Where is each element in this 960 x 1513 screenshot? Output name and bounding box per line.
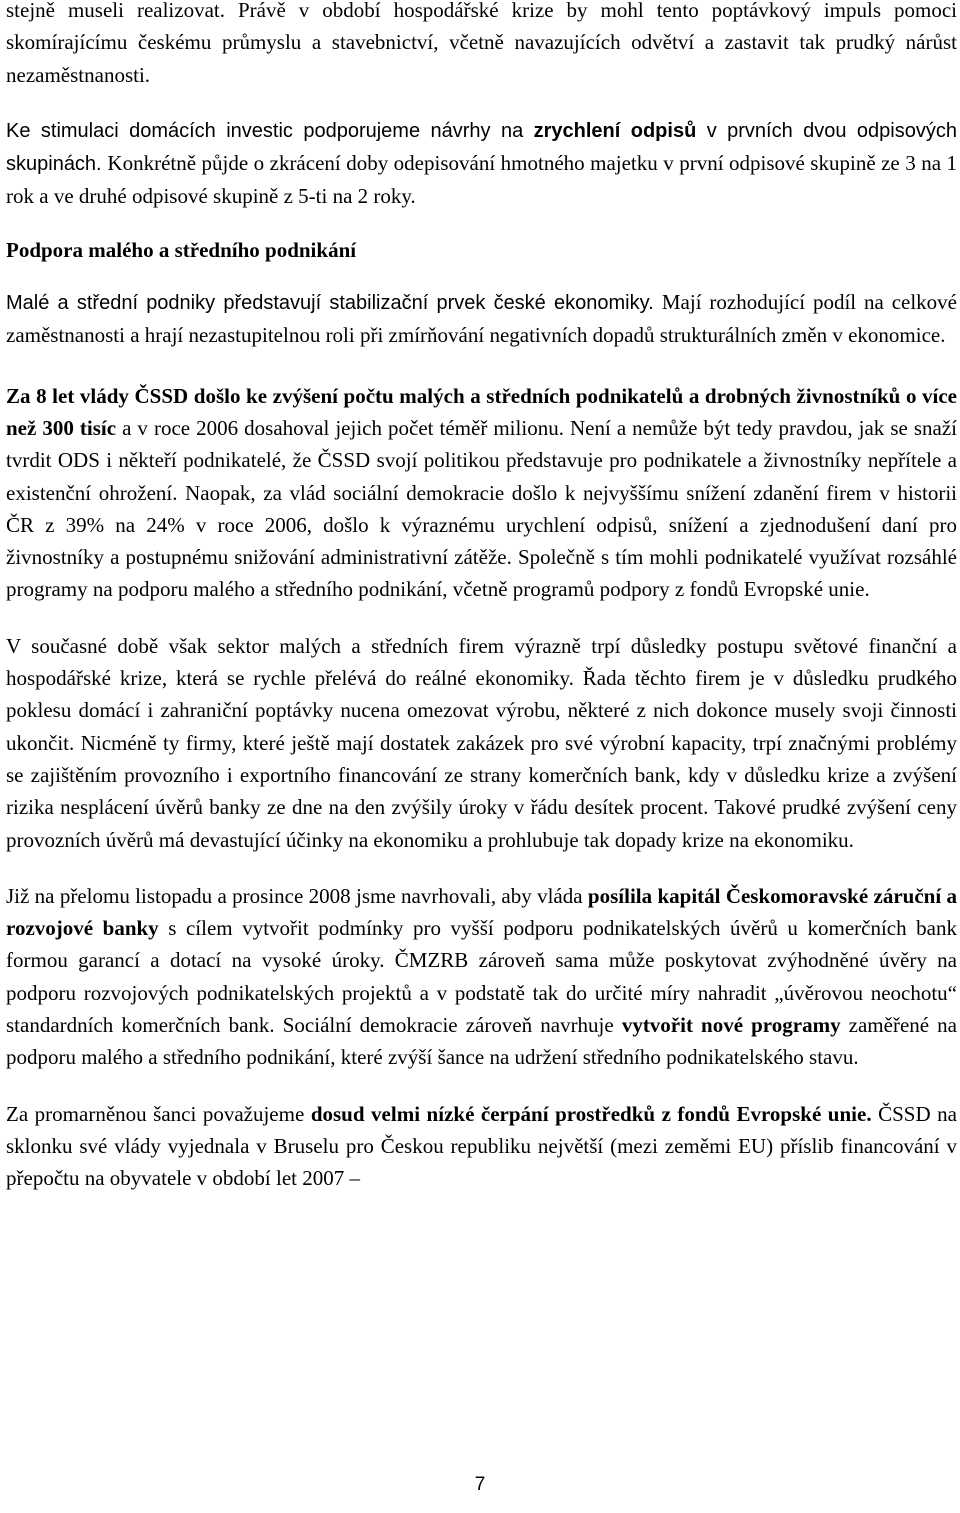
bold-new-programs: vytvořit nové programy [621,1013,841,1038]
bold-eu-funds: dosud velmi nízké čerpání prostředků z fondů Evropské unie. [310,1101,872,1126]
page-number: 7 [474,1474,486,1495]
document-page [6,0,957,1195]
text-span: s cílem vytvořit podmínky pro vyšší podporu podnikatelských úvěrů u komerčních bank formou garancí a dotací na vysoké úroky. ČMZRB zároveň sama může poskytovat zvýhodněné úvěry na podporu rozvojových podnikatelských projektů a v podstatě tak do určité míry nahradit „úvěrovou neochotu“ standardních komerčních bank. Sociální demokracie zároveň navrhuje [6,916,957,1038]
text-span: Mají rozhodující podíl na celkové zaměstnanosti a hrají nezastupitelnou roli při zmírňování negativních dopadů strukturálních změn v ekonomice. [6,290,958,348]
text-span: ČSSD na sklonku své vlády vyjednala v Bruselu pro Českou republiku největší (mezi zeměmi EU) příslib financování v přepočtu na obyvatele v období let 2007 – [6,1101,957,1191]
paragraph-eu-funds [6,1098,957,1195]
section-heading: Podpora malého a středního podnikání [6,237,357,262]
text-span: Malé a střední podniky představují stabilizační prvek české ekonomiky. [6,292,662,315]
bold-sme-growth: Za 8 let vlády ČSSD došlo ke zvýšení počtu malých a středních podnikatelů a drobných živnostníků o více než 300 tisíc [6,383,957,440]
paragraph-demand-impulse: stejně museli realizovat. Právě v období hospodářské krize by mohl tento poptávkový impuls pomoci skomírajícímu českému průmyslu a stavebnictví, včetně navazujících odvětví a zastavit tak prudký nárůst nezaměstnanosti. [6,0,957,87]
text-span: a v roce 2006 dosahoval jejich počet téměř milionu. Není a nemůže být tedy pravdou, jak se snaží tvrdit ODS i někteří podnikatelé, že ČSSD svojí politikou představuje pro podnikatele a živnostníky nepřítele a existenční ohrožení. Naopak, za vlád sociální demokracie došlo k nejvyššímu snížení zdanění firem v historii ČR z 39% na 24% v roce 2006, došlo k výraznému urychlení odpisů, snížení a zjednodušení daní pro živnostníky a postupnému snižování administrativní zátěže. Společně s tím mohli podnikatelé využívat rozsáhlé programy na podporu malého a středního podnikání, včetně programů podpory z fondů Evropské unie. [6,415,958,602]
paragraph-crisis-impact: V současné době však sektor malých a středních firem výrazně trpí důsledky postupu světové finanční a hospodářské krize, která se rychle přelévá do reálné ekonomiky. Řada těchto firem je v důsledku prudkého poklesu domácí i zahraniční poptávky nucena omezovat výrobu, některé z nich dokonce musely svoji činnosti ukončit. Nicméně ty firmy, které ještě mají dostatek zakázek pro své výrobní kapacity, trpí značnými problémy se zajištěním provozního i exportního financování ze strany komerčních bank, kdy v důsledku krize a zvýšení rizika nesplácení úvěrů banky ze dne na den zvýšily úroky v řádu desítek procent. Takové prudké zvýšení ceny provozních úvěrů má devastující účinky na ekonomiku a prohlubuje tak dopady krize na ekonomiku. [6,633,957,852]
text-span: Ke stimulaci domácích investic podporujeme návrhy na [6,119,534,142]
paragraph-cssd-record [6,380,957,606]
paragraph-depreciation [6,115,957,214]
text-span: zaměřené na podporu malého a středního podnikání, které zvýší šance na udržení středního podnikatelského stavu. [6,1013,958,1070]
text-span: Již na přelomu listopadu a prosince 2008 jsme navrhovali, aby vláda [6,883,588,908]
paragraph-cmzrb [6,880,957,1074]
text-span: Za promarněnou šanci považujeme [6,1101,311,1126]
bold-strengthen-capital: posílila kapitál Českomoravské záruční a rozvojové banky [6,883,957,941]
bold-accelerated-depreciation: zrychlení odpisů [533,119,697,142]
text-span: v prvních dvou odpisových skupinách. [6,119,957,176]
text-span: Konkrétně půjde o zkrácení doby odepisování hmotného majetku v první odpisové skupině ze 3 na 1 rok a ve druhé odpisové skupině z 5-ti na 2 roky. [6,151,958,209]
paragraph-sme-intro [6,286,957,352]
